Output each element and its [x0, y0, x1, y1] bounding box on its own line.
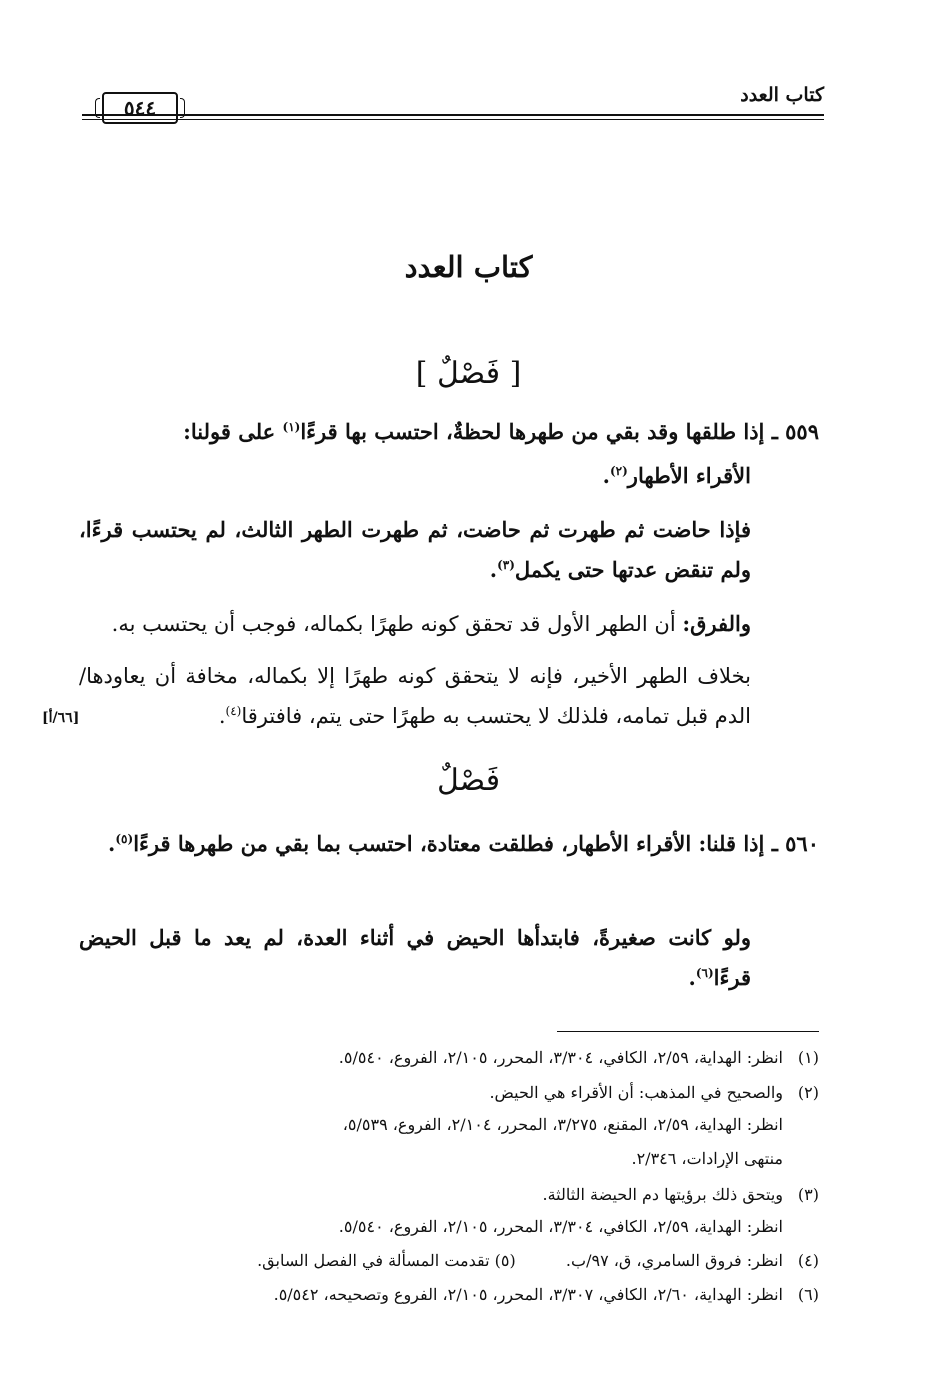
header-rule-thick: [82, 114, 824, 116]
footnote-2-refs-cont: منتهى الإرادات، ٢/٣٤٦.: [631, 1149, 783, 1168]
section-heading-bracketed: [ فَصْلٌ ]: [415, 356, 522, 391]
footnote-separator: [557, 1031, 819, 1032]
issue-number: ٥٦٠ ـ: [771, 831, 819, 856]
footnote-ref: (٤): [225, 704, 242, 718]
paragraph-559-second: فإذا حاضت ثم طهرت ثم حاضت، ثم طهرت الطهر الثالث، لم يحتسب قرءًا، ولم تنقض عدتها حتى يكمل$^{(٣)}$.: [79, 517, 751, 582]
difference-paragraph-2: بخلاف الطهر الأخير، فإنه لا يتحقق كونه طهرًا إلا بكماله، مخافة أن يعاودها/ الدم قبل تمامه، فلذلك لا يحتسب به طهرًا حتى يتم، فافترقا$^{(٤)}$.: [79, 664, 751, 728]
difference-paragraph: والفرق: أن الطهر الأول قد تحقق كونه طهرًا بكماله، فوجب أن يحتسب به.: [111, 611, 751, 636]
section-heading: فَصْلٌ: [436, 763, 501, 798]
footnote-6: (٦)انظر: الهداية، ٢/٦٠، الكافي، ٣/٣٠٧، المحرر، ٢/١٠٥، الفروع وتصحيحه، ٥/٥٤٢.: [273, 1285, 819, 1304]
footnote-1: (١)انظر: الهداية، ٢/٥٩، الكافي، ٣/٣٠٤، المحرر، ٢/١٠٥، الفروع، ٥/٥٤٠.: [338, 1048, 819, 1067]
paragraph-559: ٥٥٩ ـ إذا طلقها وقد بقي من طهرها لحظةٌ، احتسب بها قرءًا$^{(١)}$ على قولنا:: [183, 419, 819, 444]
chapter-title: كتاب العدد: [404, 250, 533, 284]
footnote-ref: (٥): [115, 832, 134, 846]
issue-number: ٥٥٩ ـ: [771, 419, 819, 444]
footnote-ref: (٢): [609, 464, 628, 478]
difference-label: والفرق:: [682, 611, 751, 636]
manuscript-folio-note: [٦٦/أ]: [42, 710, 80, 726]
footnote-2: (٢)والصحيح في المذهب: أن الأقراء هي الحيض.: [489, 1083, 819, 1102]
running-title: كتاب العدد: [740, 84, 824, 106]
footnote-3: (٣)ويتحق ذلك برؤيتها دم الحيضة الثالثة.: [542, 1185, 819, 1204]
footnote-ref: (١): [282, 420, 301, 434]
footnote-3-refs: انظر: الهداية، ٢/٥٩، الكافي، ٣/٣٠٤، المحرر، ٢/١٠٥، الفروع، ٥/٥٤٠.: [338, 1217, 783, 1236]
page-header: [82, 80, 824, 130]
paragraph-560-second: ولو كانت صغيرةً، فابتدأها الحيض في أثناء العدة، لم يعد ما قبل الحيض قرءًا$^{(٦)}$.: [79, 925, 751, 990]
footnote-4-5: (٤)انظر: فروق السامري، ق، ٩٧/ب. (٥) تقدمت المسألة في الفصل السابق.: [257, 1251, 819, 1270]
footnote-ref: (٣): [497, 558, 515, 572]
page-number: ٥٤٤: [102, 92, 178, 124]
footnote-ref: (٦): [695, 966, 714, 980]
paragraph-559-cont: الأقراء الأطهار$^{(٢)}$.: [602, 463, 751, 488]
footnote-2-refs: انظر: الهداية، ٢/٥٩، المقنع، ٣/٢٧٥، المحرر، ٢/١٠٤، الفروع، ٥/٥٣٩،: [342, 1115, 783, 1134]
header-rule-thin: [82, 119, 824, 120]
paragraph-560: ٥٦٠ ـ إذا قلنا: الأقراء الأطهار، فطلقت معتادة، احتسب بما بقي من طهرها قرءًا$^{(٥)}$.: [108, 831, 819, 856]
